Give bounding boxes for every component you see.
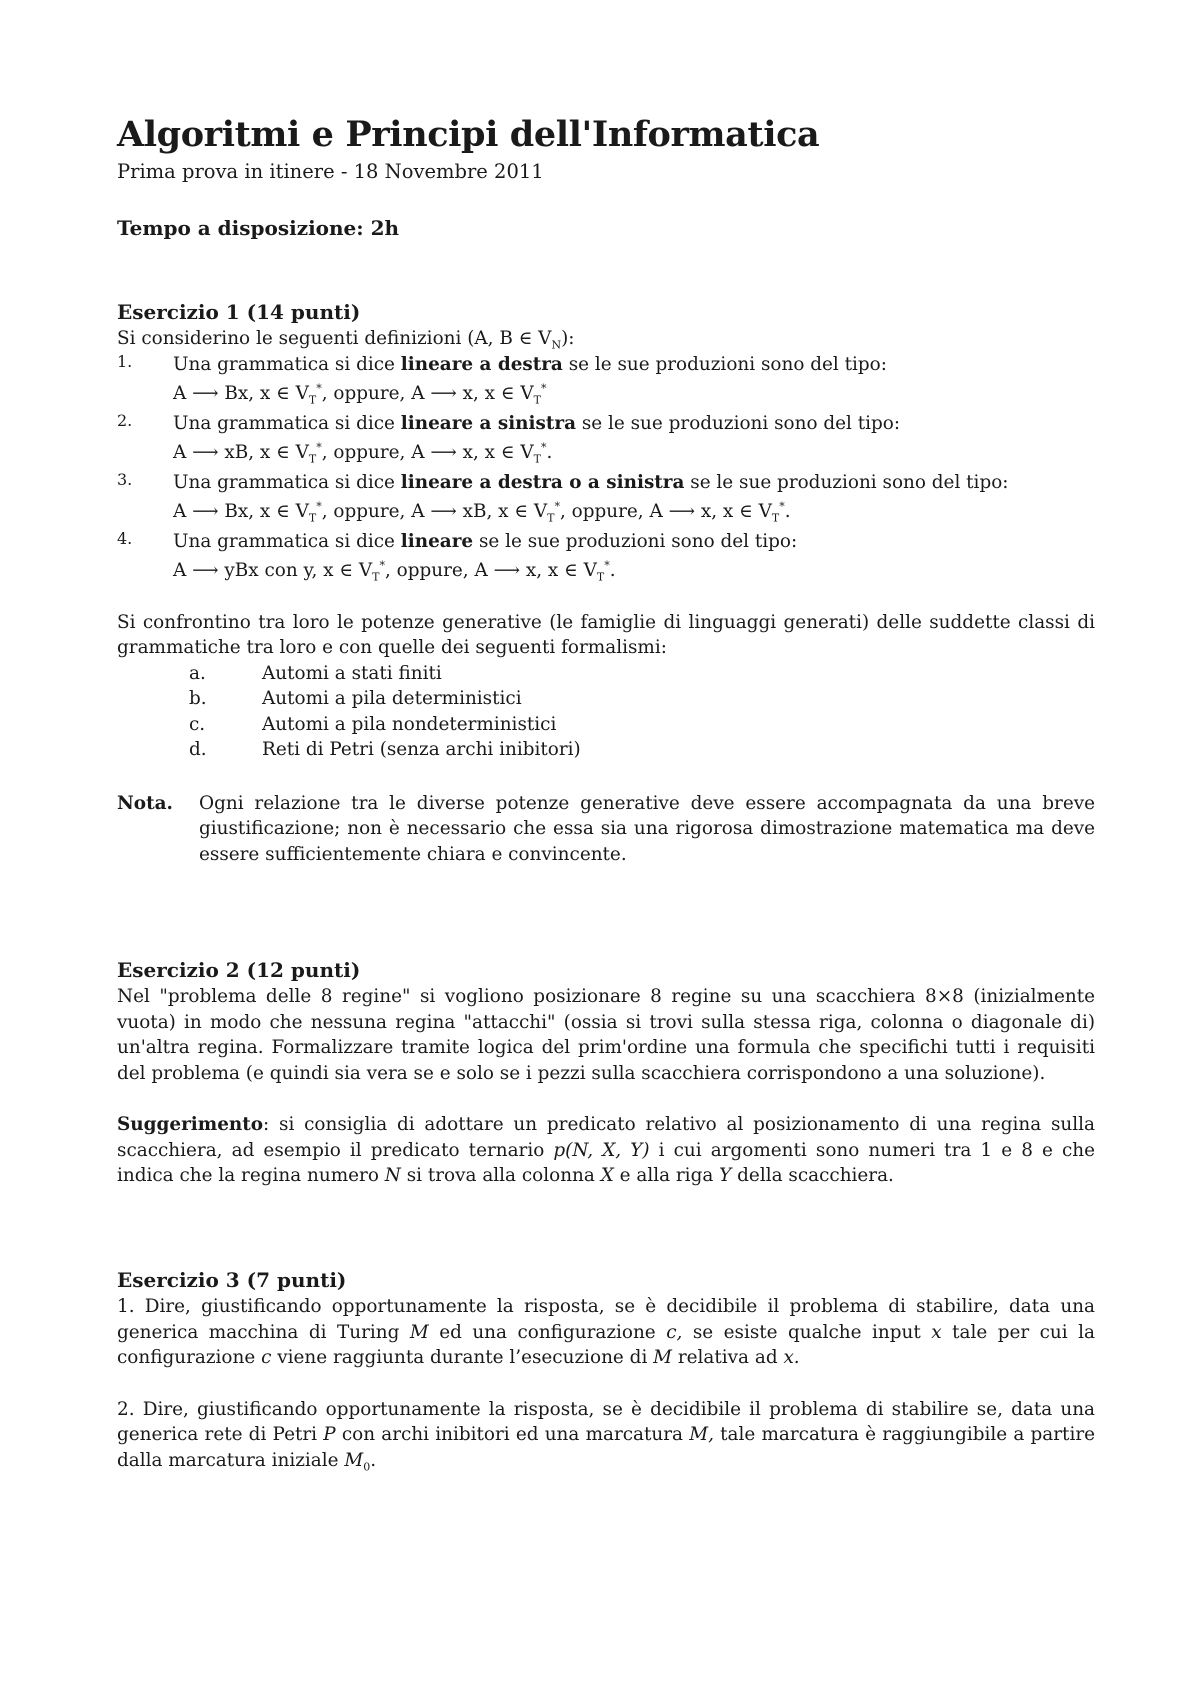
exercise-3 <box>117 1266 1095 1473</box>
definition-item: 2. Una grammatica si dice lineare a sinistra se le sue produzioni sono del tipo: A ⟶ xB, x ∈ $V_T^*$, oppure, A ⟶ x, x ∈ $V_T^*$. <box>117 410 901 466</box>
definition-item: 3. Una grammatica si dice lineare a destra o a sinistra se le sue produzioni sono del tipo: A ⟶ Bx, x ∈ $V_T^*$, oppure, A ⟶ xB, x ∈ $V_T^*$, oppure, A ⟶ x, x ∈ $V_T^*$. <box>117 469 1009 525</box>
exercise-3-heading: Esercizio 3 (7 punti) <box>117 1268 347 1292</box>
exercise-3-question-1: 1. Dire, giustificando opportunamente la risposta, se è decidibile il problema di stabilire, data una generica macchina di Turing M ed una configurazione c, se esiste qualche input x tale per cui la configurazione c viene raggiunta durante l’esecuzione di M relativa ad x. <box>117 1296 1095 1368</box>
exercise-1-heading: Esercizio 1 (14 punti) <box>117 300 361 324</box>
compare-paragraph: Si confrontino tra loro le potenze generative (le famiglie di linguaggi generati) delle suddette classi di grammatiche tra loro e con quelle dei seguenti formalismi: <box>117 611 1095 658</box>
document-title: Algoritmi e Principi dell'Informatica <box>117 114 820 155</box>
note-text: Ogni relazione tra le diverse potenze generative deve essere accompagnata da una breve giustificazione; non è necessario che essa sia una rigorosa dimostrazione matematica ma deve essere sufficientemente chiara e convincente. <box>199 792 1095 865</box>
list-item: c. Automi a pila nondeterministici <box>189 713 557 735</box>
definition-item: 1. Una grammatica si dice lineare a destra se le sue produzioni sono del tipo: A ⟶ Bx, x ∈ $V_T^*$, oppure, A ⟶ x, x ∈ $V_T^*$ <box>117 351 887 407</box>
exercise-2-heading: Esercizio 2 (12 punti) <box>117 958 361 982</box>
exercise-3-question-2: 2. Dire, giustificando opportunamente la risposta, se è decidibile il problema di stabilire se, data una generica rete di Petri P con archi inibitori ed una marcatura M, tale marcatura è raggiungibile a partire dalla marcatura iniziale $M_0$. <box>117 1398 1095 1474</box>
document-page <box>117 112 1095 1474</box>
definition-item: 4. Una grammatica si dice lineare se le sue produzioni sono del tipo: A ⟶ yBx con y, x ∈ $V_T^*$, oppure, A ⟶ x, x ∈ $V_T^*$. <box>117 528 798 584</box>
exercise-2-hint: Suggerimento: si consiglia di adottare un predicato relativo al posizionamento di una regina sulla scacchiera, ad esempio il predicato ternario p(N, X, Y) i cui argomenti sono numeri tra 1 e 8 e che indica che la regina numero N si trova alla colonna X e alla riga Y della scacchiera. <box>117 1114 1095 1186</box>
time-allowed: Tempo a disposizione: 2h <box>117 216 400 240</box>
note-block <box>117 791 1095 868</box>
exercise-2 <box>117 956 1095 1189</box>
note-label: Nota. <box>117 792 173 814</box>
list-item: a. Automi a stati finiti <box>189 662 442 684</box>
exercise-1 <box>117 298 1095 867</box>
list-item: b. Automi a pila deterministici <box>189 688 522 709</box>
document-subtitle: Prima prova in itinere - 18 Novembre 2011 <box>117 160 544 183</box>
list-item: d. Reti di Petri (senza archi inibitori) <box>189 739 581 760</box>
formalisms-list <box>117 661 1095 763</box>
exercise-2-text: Nel "problema delle 8 regine" si vogliono posizionare 8 regine su una scacchiera 8×8 (inizialmente vuota) in modo che nessuna regina "attacchi" (ossia si trovi sulla stessa riga, colonna o diagonale di) un'altra regina. Formalizzare tramite logica del prim'ordine una formula che specifichi tutti i requisiti del problema (e quindi sia vera se e solo se i pezzi sulla scacchiera corrispondono a una soluzione). <box>117 986 1095 1084</box>
exercise-1-intro: Si considerino le seguenti definizioni (A, B ∈ $V_N$): <box>117 328 575 352</box>
